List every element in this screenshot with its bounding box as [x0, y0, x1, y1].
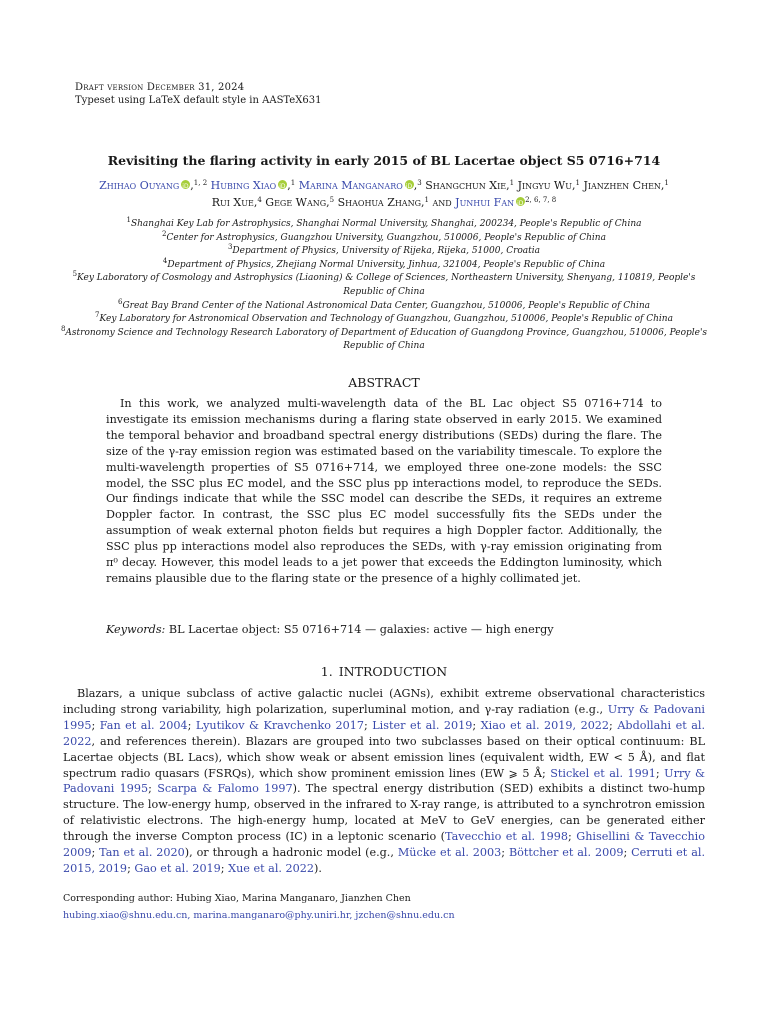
orcid-icon[interactable] — [516, 197, 525, 206]
citation-link[interactable]: Lyutikov & Kravchenko 2017 — [195, 718, 364, 732]
affiliation-text: Department of Physics, Zhejiang Normal University, Jinhua, 321004, People's Republic of China — [167, 259, 606, 270]
intro-text: ; — [363, 718, 373, 732]
intro-text: ; — [501, 846, 509, 860]
author-name[interactable]: Zhihao Ouyang — [99, 179, 180, 192]
intro-text: Blazars, a unique subclass of active galactic nuclei (AGNs), exhibit extreme observational characteristics including strong variability, high polarization, superluminal motion, and γ-ray radiation (e.g., — [63, 687, 705, 716]
intro-text: , and references therein). Blazars are grouped into two subclasses based on their optical continuum: BL Lacertae objects (BL Lacs), which show weak or absent emission lines (equivalent width, EW < 5 Å), and flat spectrum radio quasars (FSRQs), which show prominent emission lines (EW ⩾ 5 Å; — [63, 734, 705, 780]
citation-link[interactable]: Ghisellini & Tavecchio 2009 — [63, 830, 705, 860]
keywords-text: BL Lacertae object: S5 0716+714 — galaxies: active — high energy — [168, 623, 554, 636]
intro-text: ; — [187, 718, 196, 732]
author-affil-sup: 1 — [664, 179, 669, 187]
keywords — [106, 623, 662, 636]
affiliation — [55, 245, 713, 259]
paper-title: Revisiting the flaring activity in early 2015 of BL Lacertae object S5 0716+714 — [107, 153, 661, 168]
intro-text: ; — [472, 718, 481, 732]
affiliation — [55, 272, 713, 299]
intro-text: ; — [127, 861, 135, 875]
affiliation — [55, 324, 713, 354]
orcid-icon[interactable] — [405, 180, 414, 189]
affiliations — [55, 218, 713, 354]
intro-text: ; — [91, 718, 100, 732]
citation-link[interactable]: Abdollahi et al. 2022 — [63, 718, 706, 748]
section-title: INTRODUCTION — [338, 664, 448, 679]
author-affil-sup: 5 — [329, 196, 335, 204]
intro-text: ; — [220, 861, 229, 875]
citation-link[interactable]: Xue et al. 2022 — [228, 861, 314, 875]
abstract-text: In this work, we analyzed multi-wavelength data of the BL Lac object S5 0716+714 to investigate its emission mechanisms during a flaring state observed in early 2015. We examined the temporal behavior and broadband spectral energy distributions (SEDs) during the flare. The size of the γ-ray emission region was estimated based on the variability timescale. To explore the multi-wavelength properties of S5 0716+714, we employed three one-zone models: the SSC model, the SSC plus EC model, and the SSC plus pp interactions model, to reproduce the SEDs. Our findings indicate that while the SSC model can describe the SEDs, it requires an extreme Doppler factor. In contrast, the SSC plus EC model successfully fits the SEDs under the assumption of weak external photon fields but requires a high Doppler factor. Additionally, the SSC plus pp interactions model also reproduces the SEDs, with γ-ray emission originating from π⁰ decay. However, this model leads to a jet power that exceeds the Eddington luminosity, which remains plausible due to the flaring state or the presence of a highly collimated jet. — [106, 397, 662, 585]
affiliation-text: Great Bay Brand Center of the National Astronomical Data Center, Guangzhou, 510006, People's Republic of China — [122, 300, 650, 311]
intro-text: ; — [655, 766, 665, 780]
citation-link[interactable]: Gao et al. 2019 — [134, 861, 221, 875]
citation-link[interactable]: Tan et al. 2020 — [99, 846, 185, 860]
author-affil-sup: 1 — [509, 179, 515, 187]
author-name[interactable]: Junhui Fan — [455, 196, 515, 209]
intro-text: ). — [313, 861, 322, 875]
intro-text: ). The spectral energy distribution (SED) exhibits a distinct two-hump structure. The low-energy hump, observed in the infrared to X-ray range, is attributed to a synchrotron emission of relativistic electrons. The high-energy hump, located at MeV to GeV energies, can be generated either through the inverse Compton process (IC) in a leptonic scenario ( — [63, 782, 705, 844]
affiliation-text: Department of Physics, University of Rijeka, Rijeka, 51000, Croatia — [232, 246, 541, 257]
author-affil-sup: 2, 6, 7, 8 — [525, 196, 557, 204]
keywords-label: Keywords: — [106, 623, 166, 636]
affiliation-number: 6 — [118, 297, 123, 306]
intro-text: ; — [148, 782, 158, 796]
citation-link[interactable]: Fan et al. 2004 — [99, 718, 188, 732]
affiliation — [55, 218, 713, 232]
orcid-icon[interactable] — [181, 180, 190, 189]
draft-version-line: Draft version December 31, 2024 — [75, 82, 245, 93]
footnote — [63, 890, 705, 924]
affiliation — [55, 256, 713, 273]
affiliation-number: 4 — [162, 256, 168, 265]
citation-link[interactable]: Lister et al. 2019 — [372, 718, 473, 732]
citation-link[interactable]: Urry & Padovani 1995 — [63, 766, 705, 796]
author-affil-sup: 4 — [257, 196, 262, 204]
section-number: 1. — [320, 664, 333, 679]
affiliation-text: Astronomy Science and Technology Research Laboratory of Department of Education of Guangdong Province, Guangzhou, 510006, People's Republic of China — [65, 327, 708, 352]
intro-text: ; — [91, 846, 100, 860]
affiliation-number: 8 — [60, 324, 66, 333]
author-list-line-1: Zhihao OuyangiD ,$^{1, 2}$ Hubing XiaoiD ,$^1$ Marina ManganaroiD ,$^3$ Shangchun Xie,$^1$ Jingyu Wu,$^1$ Jianzhen Chen,$^1$ — [60, 178, 708, 194]
citation-link[interactable]: Tavecchio et al. 1998 — [445, 830, 569, 844]
citation-link[interactable]: Scarpa & Falomo 1997 — [157, 782, 293, 796]
author-name: and — [432, 196, 452, 209]
affiliation-text: Center for Astrophysics, Guangzhou University, Guangzhou, 510006, People's Republic of China — [166, 232, 606, 243]
intro-text: ; — [609, 718, 618, 732]
affiliation-text: Key Laboratory of Cosmology and Astrophysics (Liaoning) & College of Sciences, Northeastern University, Shenyang, 110819, People's Republic of China — [77, 273, 696, 297]
author-name: Shaohua Zhang, — [337, 196, 425, 209]
author-name: Shangchun Xie, — [425, 179, 510, 192]
typeset-line: Typeset using LaTeX default style in AASTeX631 — [75, 95, 322, 106]
orcid-icon[interactable] — [278, 180, 287, 189]
citation-link[interactable]: Stickel et al. 1991 — [550, 766, 656, 780]
affiliation-number: 5 — [72, 270, 78, 279]
citation-link[interactable]: Böttcher et al. 2009 — [508, 846, 624, 860]
introduction-paragraph — [63, 686, 705, 877]
affiliation-text: Key Laboratory for Astronomical Observation and Technology of Guangzhou, Guangzhou, 510006, People's Republic of China — [99, 314, 673, 325]
citation-link[interactable]: Cerruti et al. 2015, 2019 — [63, 846, 706, 875]
author-name[interactable]: Marina Manganaro — [298, 179, 403, 192]
intro-text: ; — [623, 846, 632, 860]
author-affil-sup: 1 — [290, 179, 296, 187]
author-name: Jianzhen Chen, — [583, 179, 665, 192]
author-affil-sup: 1 — [575, 179, 580, 187]
author-name: Gege Wang, — [265, 196, 330, 209]
affiliation-text: Shanghai Key Lab for Astrophysics, Shanghai Normal University, Shanghai, 200234, People's Republic of China — [130, 219, 642, 229]
abstract-heading: ABSTRACT — [348, 375, 420, 390]
corresponding-author: Corresponding author: Hubing Xiao, Marina Manganaro, Jianzhen Chen — [63, 893, 411, 904]
author-affil-sup: 1, 2 — [193, 179, 208, 187]
intro-text: ), or through a hadronic model (e.g., — [184, 846, 398, 860]
intro-text: ; — [568, 830, 577, 844]
affiliation-number: 3 — [227, 243, 233, 252]
author-list-line-2 — [60, 195, 708, 211]
draft-header — [75, 81, 321, 107]
affiliation-number: 1 — [126, 216, 131, 224]
author-emails[interactable]: hubing.xiao@shnu.edu.cn, marina.manganaro@phy.uniri.hr, jzchen@shnu.edu.cn — [63, 910, 455, 921]
author-name: Rui Xue, — [211, 196, 258, 209]
author-name: Jingyu Wu, — [517, 179, 576, 192]
author-affil-sup: 3 — [417, 179, 422, 187]
citation-link[interactable]: Xiao et al. 2019, 2022 — [480, 718, 610, 732]
section-heading — [0, 664, 768, 679]
affiliation — [55, 313, 713, 327]
author-name[interactable]: Hubing Xiao — [210, 179, 277, 192]
affiliation-number: 7 — [95, 311, 100, 320]
author-affil-sup: 1 — [424, 196, 429, 204]
affiliation — [55, 297, 713, 314]
affiliation — [55, 229, 713, 246]
citation-link[interactable]: Mücke et al. 2003 — [397, 846, 502, 860]
affiliation-number: 2 — [162, 229, 167, 238]
citation-link[interactable]: Urry & Padovani 1995 — [63, 702, 705, 732]
